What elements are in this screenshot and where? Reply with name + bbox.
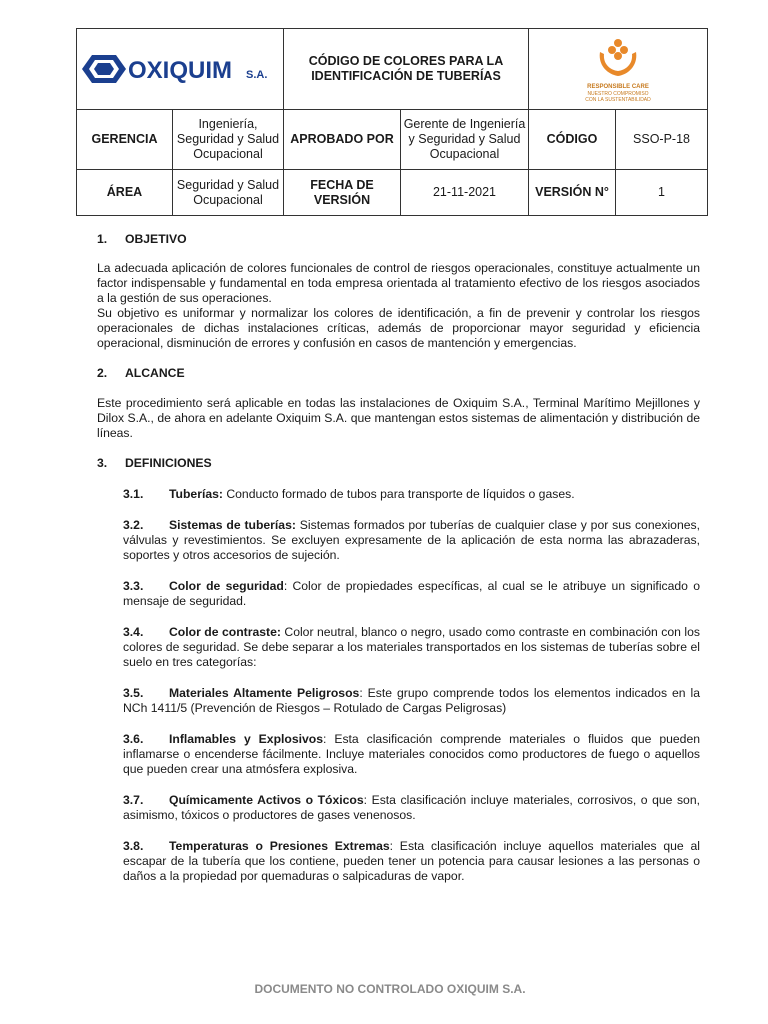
version-value: 1 — [616, 170, 708, 216]
area-label: ÁREA — [77, 170, 173, 216]
definition-item: 3.7. Químicamente Activos o Tóxicos: Esta clasificación incluye materiales, corrosivos, o que son, asimismo, tóxicos o productores de gases venenosos. — [123, 793, 700, 822]
definition-item: 3.6. Inflamables y Explosivos: Esta clasificación comprende materiales o fluidos que pueden inflamarse o encenderse fácilmente. Incluye materiales conocidos como productores de fuego o aquellos que pueden crear una atmósfera explosiva. — [123, 732, 700, 776]
logo-suffix: S.A. — [246, 69, 268, 81]
logo-text: OXIQUIM — [128, 57, 233, 84]
gerencia-value: Ingeniería, Seguridad y Salud Ocupacional — [173, 110, 284, 170]
aprobado-value: Gerente de Ingeniería y Seguridad y Salud Ocupacional — [401, 110, 529, 170]
objetivo-paragraph-1: La adecuada aplicación de colores funcionales de control de riesgos operacionales, constituye actualmente un factor indispensable y fundamental en toda empresa orientada al tratamiento efectivo de los riesgos asociados a la gestión de sus operaciones. — [97, 261, 700, 305]
area-value: Seguridad y Salud Ocupacional — [173, 170, 284, 216]
codigo-value: SSO-P-18 — [616, 110, 708, 170]
section-heading-objetivo: 1. OBJETIVO — [97, 232, 187, 246]
footer-text: DOCUMENTO NO CONTROLADO OXIQUIM S.A. — [254, 982, 526, 996]
definition-item: 3.3. Color de seguridad: Color de propiedades específicas, al cual se le atribuye un significado o mensaje de seguridad. — [123, 579, 700, 608]
gerencia-label: GERENCIA — [77, 110, 173, 170]
section-heading-definiciones: 3. DEFINICIONES — [97, 456, 212, 470]
rc-subline-1: NUESTRO COMPROMISO — [587, 90, 649, 97]
rc-subline-2: CON LA SUSTENTABILIDAD — [585, 96, 651, 103]
responsible-care-logo — [529, 29, 708, 110]
fecha-label: FECHA DE VERSIÓN — [284, 170, 401, 216]
responsible-care-icon — [588, 36, 648, 80]
definition-item: 3.4. Color de contraste: Color neutral, blanco o negro, usado como contraste en combinación con los colores de seguridad. Se debe separar a los materiales transportados en los sistemas de tuberías sobre el suelo en tres categorías: — [123, 625, 700, 669]
definition-item: 3.2. Sistemas de tuberías: Sistemas formados por tuberías de cualquier clase y por sus conexiones, válvulas y revestimientos. Se excluyen expresamente de la aplicación de esta norma las abrazaderas, soportes y otros accesorios de sujeción. — [123, 518, 700, 562]
fecha-value: 21-11-2021 — [401, 170, 529, 216]
oxiquim-logo-icon — [80, 52, 280, 86]
header-table — [76, 28, 708, 216]
definition-item: 3.1. Tuberías: Conducto formado de tubos para transporte de líquidos o gases. — [123, 487, 575, 501]
codigo-label: CÓDIGO — [529, 110, 616, 170]
definition-item: 3.8. Temperaturas o Presiones Extremas: Esta clasificación incluye aquellos materiales que al escapar de la tubería que los contiene, pueden tener un potencia para causar lesiones a las personas o daños a la propiedad por quemaduras o salpicaduras de vapor. — [123, 839, 700, 883]
document-title: CÓDIGO DE COLORES PARA LA IDENTIFICACIÓN DE TUBERÍAS — [284, 29, 529, 110]
rc-title: RESPONSIBLE CARE — [587, 83, 649, 90]
company-logo — [77, 29, 284, 110]
objetivo-paragraph-2: Su objetivo es uniformar y normalizar los colores de identificación, a fin de prevenir y controlar los riesgos operacionales de dichas instalaciones críticas, además de proporcionar mayor seguridad y eficiencia operacional, disminución de errores y confusión en casos de mantención y emergencias. — [97, 306, 700, 350]
alcance-paragraph: Este procedimiento será aplicable en todas las instalaciones de Oxiquim S.A., Terminal Marítimo Mejillones y Dilox S.A., de ahora en adelante Oxiquim S.A. que mantengan estos sistemas de alimentación y distribución de líneas. — [97, 396, 700, 440]
document-body — [97, 226, 700, 884]
aprobado-label: APROBADO POR — [284, 110, 401, 170]
definition-item: 3.5. Materiales Altamente Peligrosos: Este grupo comprende todos los elementos indicados en la NCh 1411/5 (Prevención de Riesgos – Rotulado de Cargas Peligrosas) — [123, 686, 700, 715]
version-label: VERSIÓN N° — [529, 170, 616, 216]
section-heading-alcance: 2. ALCANCE — [97, 366, 185, 380]
